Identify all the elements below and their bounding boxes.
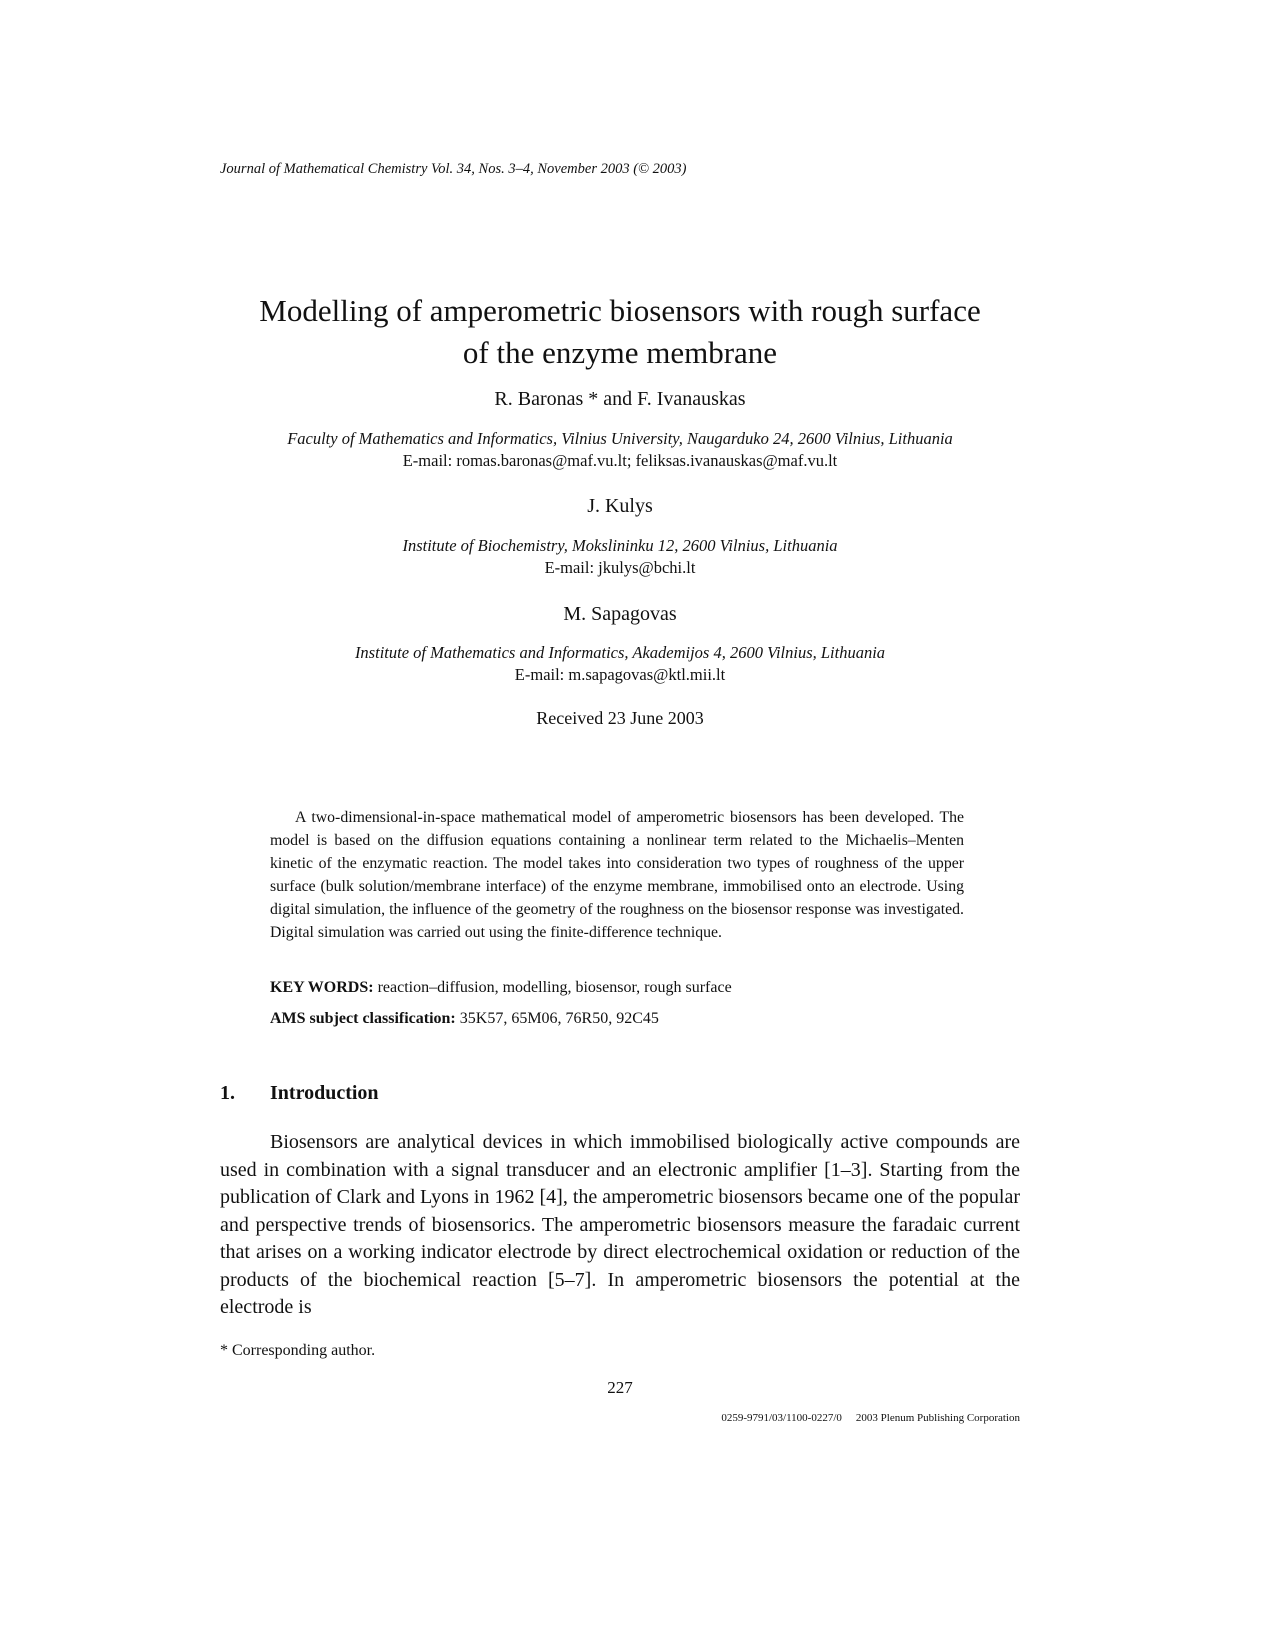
author-names-1: R. Baronas * and F. Ivanauskas <box>494 388 746 410</box>
keywords-label: KEY WORDS: <box>270 979 374 996</box>
email-2: E-mail: jkulys@bchi.lt <box>544 558 696 577</box>
page-number: 227 <box>607 1378 633 1397</box>
email-3: E-mail: m.sapagovas@ktl.mii.lt <box>514 665 726 684</box>
ams-classification <box>270 1010 659 1028</box>
institution-3: Institute of Mathematics and Informatics, Akademijos 4, 2600 Vilnius, Lithuania <box>354 643 886 662</box>
paper-title-line-1: Modelling of amperometric biosensors with rough surface <box>259 293 981 328</box>
section-number: 1. <box>220 1082 235 1104</box>
abstract: A two-dimensional-in-space mathematical model of amperometric biosensors has been developed. The model is based on the diffusion equations containing a nonlinear term related to the Michaelis–Menten kinetic of the enzymatic reaction. The model takes into consideration two types of roughness of the upper surface (bulk solution/membrane interface) of the enzyme membrane, immobilised onto an electrode. Using digital simulation, the influence of the geometry of the roughness on the biosensor response was investigated. Digital simulation was carried out using the finite-difference technique. <box>270 809 964 941</box>
paper-title <box>0 290 1240 374</box>
footer-issn <box>721 1412 1020 1424</box>
affiliation-3 <box>0 642 1240 686</box>
ams-label: AMS subject classification: <box>270 1010 456 1027</box>
author-names-3: M. Sapagovas <box>563 603 677 625</box>
issn-code: 0259-9791/03/1100-0227/0 <box>721 1412 842 1424</box>
introduction-body: Biosensors are analytical devices in which immobilised biologically active compounds are used in combination with a signal transducer and an electronic amplifier [1–3]. Starting from the publication of Clark and Lyons in 1962 [4], the amperometric biosensors became one of the popular and perspective trends of biosensorics. The amperometric biosensors measure the faradaic current that arises on a working indicator electrode by direct electrochemical oxidation or reduction of the products of the biochemical reaction [5–7]. In amperometric biosensors the potential at the electrode is <box>220 1131 1020 1318</box>
author-names-2: J. Kulys <box>587 495 653 517</box>
institution-2: Institute of Biochemistry, Mokslininku 12, 2600 Vilnius, Lithuania <box>402 536 838 555</box>
keywords <box>270 979 732 997</box>
affiliation-2 <box>0 535 1240 579</box>
institution-1: Faculty of Mathematics and Informatics, Vilnius University, Naugarduko 24, 2600 Vilnius, Lithuania <box>287 429 953 448</box>
publisher: 2003 Plenum Publishing Corporation <box>855 1412 1020 1424</box>
journal-header: Journal of Mathematical Chemistry Vol. 34, Nos. 3–4, November 2003 (© 2003) <box>220 161 687 177</box>
section-heading <box>220 1082 379 1105</box>
keywords-value: reaction–diffusion, modelling, biosensor, rough surface <box>377 979 732 996</box>
email-1: E-mail: romas.baronas@maf.vu.lt; feliksas.ivanauskas@maf.vu.lt <box>402 451 838 470</box>
affiliation-1 <box>0 428 1240 472</box>
ams-value: 35K57, 65M06, 76R50, 92C45 <box>459 1010 659 1027</box>
received-date: Received 23 June 2003 <box>536 708 704 728</box>
footnote: * Corresponding author. <box>220 1342 376 1359</box>
section-title: Introduction <box>270 1082 379 1104</box>
paper-title-line-2: of the enzyme membrane <box>462 335 778 370</box>
